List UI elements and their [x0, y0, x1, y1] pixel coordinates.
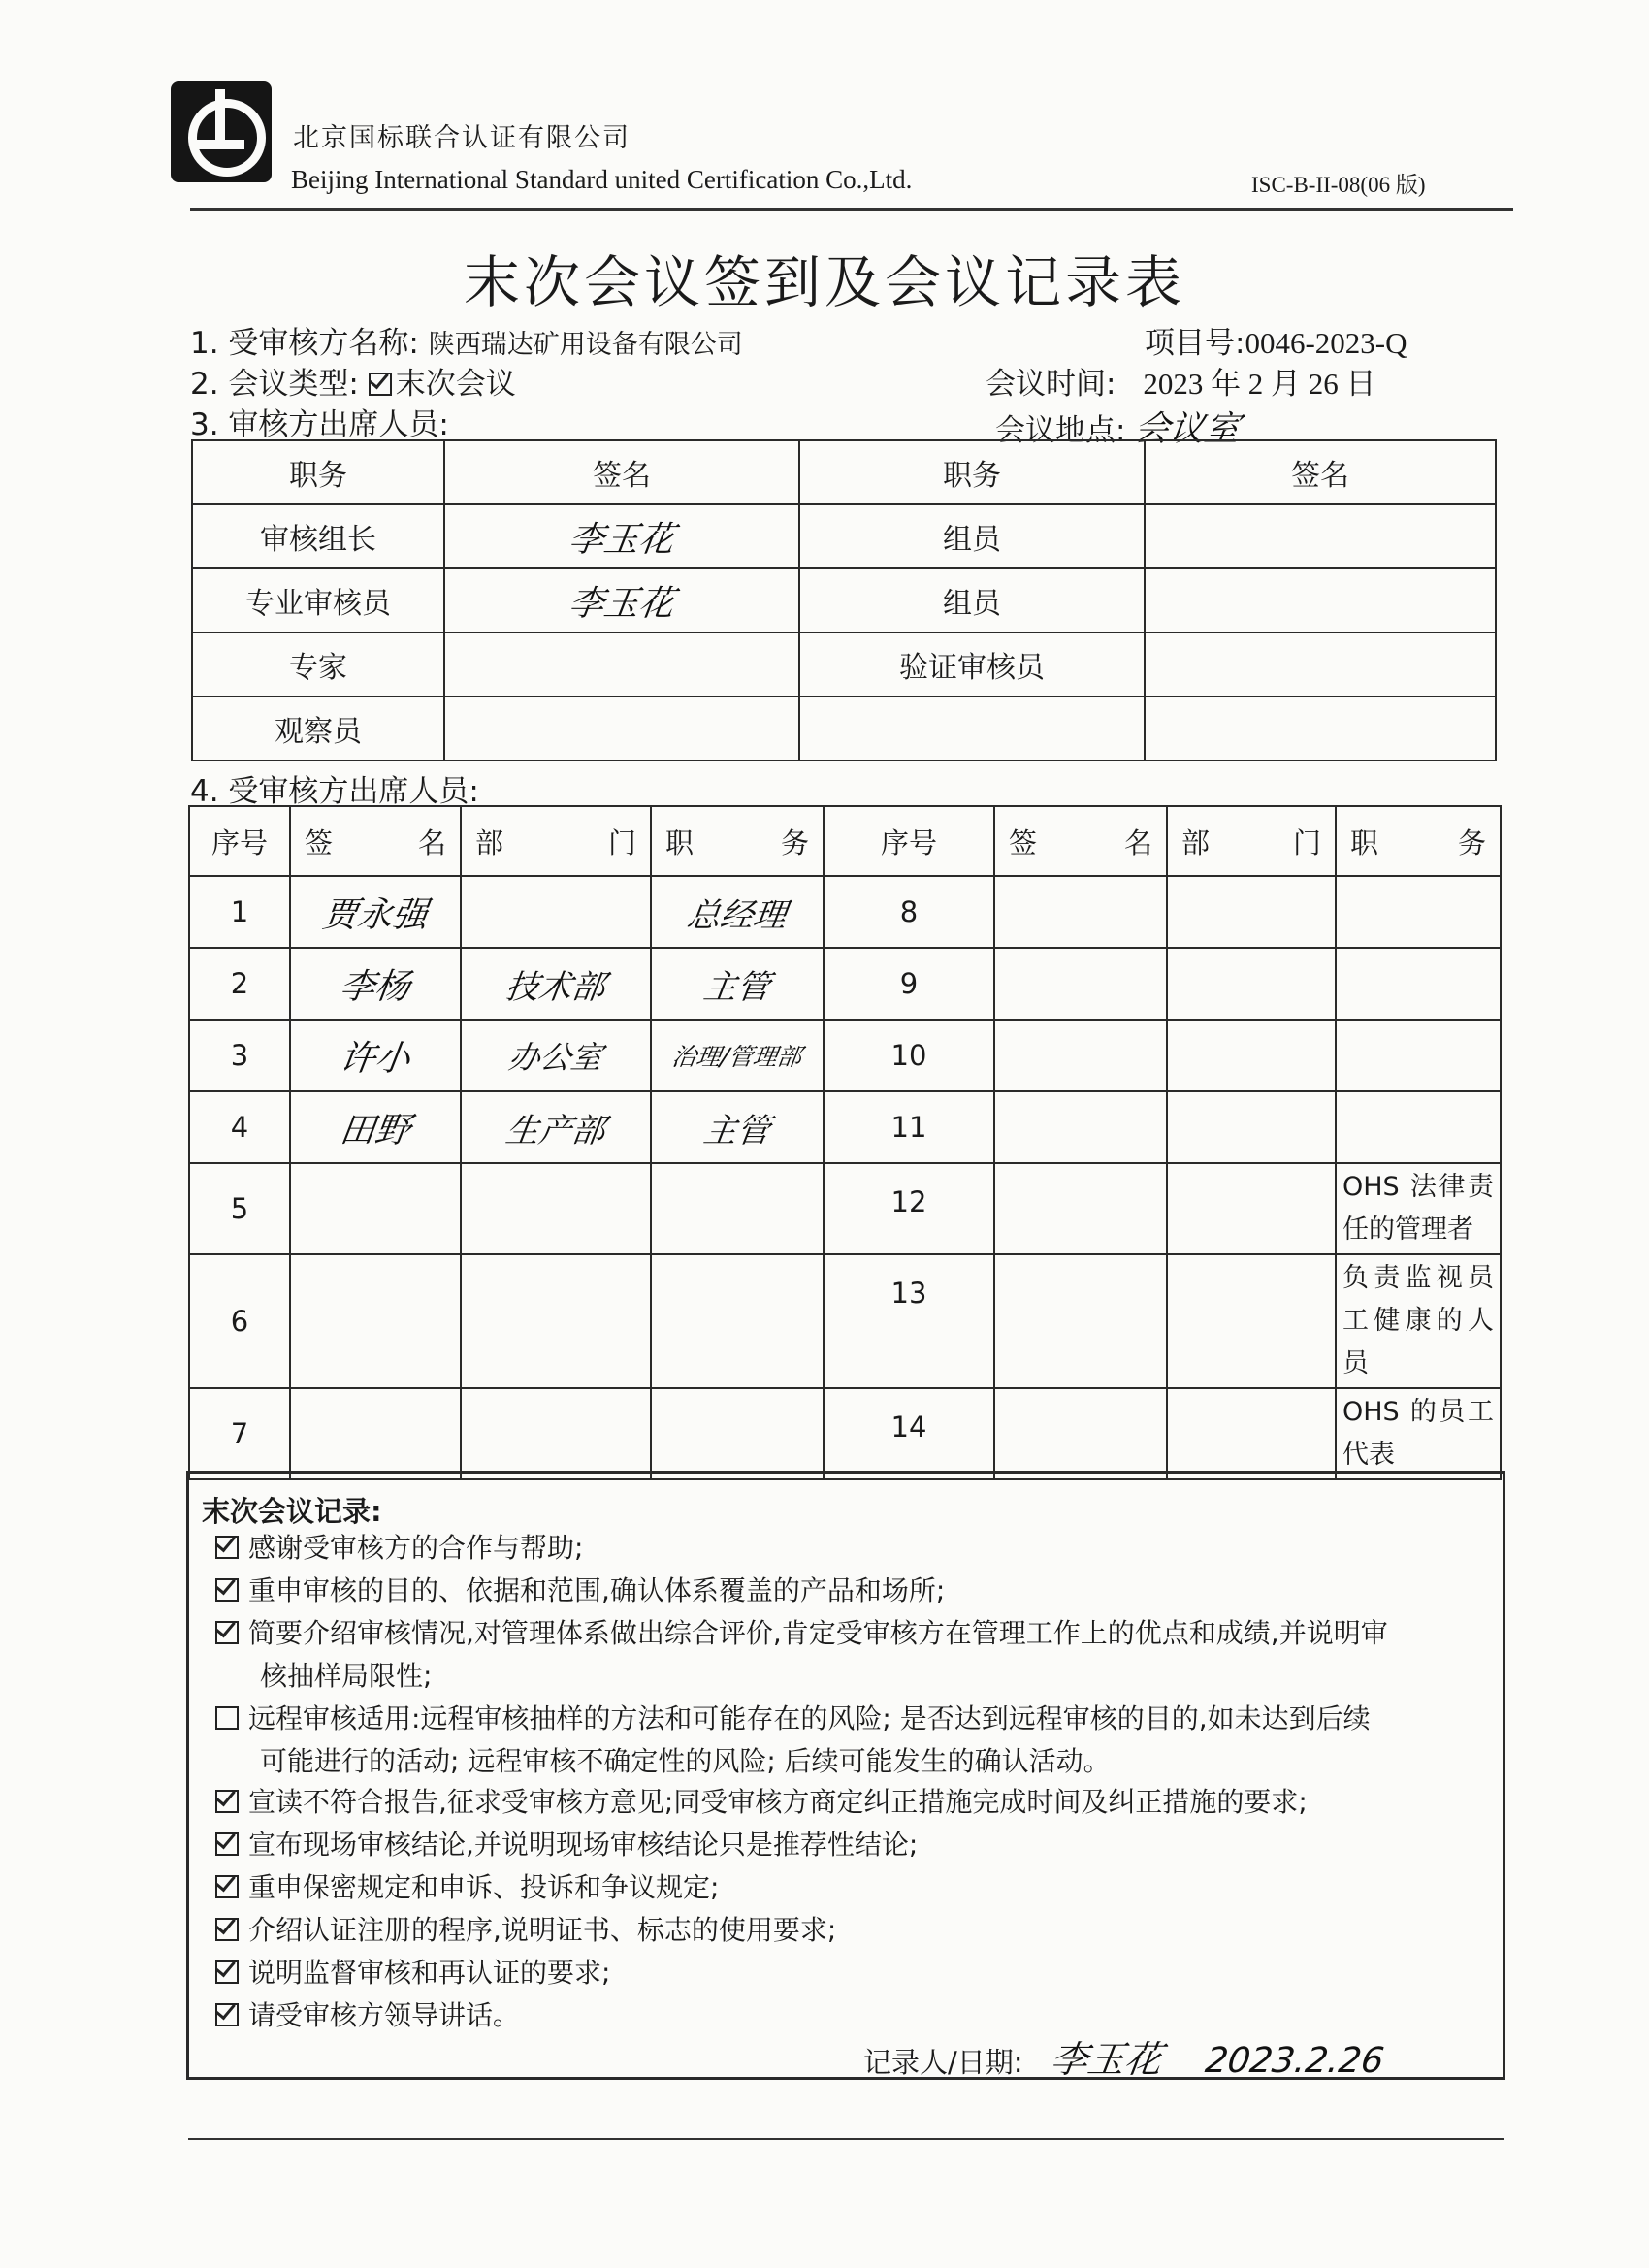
auditor-table-header — [192, 440, 1496, 504]
row-no: 1 — [189, 876, 290, 948]
signature — [290, 1254, 461, 1388]
header-no-2: 序号 — [824, 806, 994, 876]
row-no-2: 11 — [824, 1091, 994, 1163]
signature: 贾永强 — [319, 894, 431, 935]
list-item: 介绍认证注册的程序,说明证书、标志的使用要求; — [215, 1909, 1488, 1952]
signature — [290, 1163, 461, 1254]
row-no: 5 — [189, 1163, 290, 1254]
role-note: 负责监视员工健康的人员 — [1336, 1254, 1501, 1388]
department: 办公室 — [506, 1039, 605, 1076]
header-role-1: 职务 — [192, 440, 444, 504]
role-note — [1336, 1020, 1501, 1091]
meeting-record-title: 末次会议记录: — [202, 1495, 382, 1528]
table-row — [192, 568, 1496, 632]
row-no: 6 — [189, 1254, 290, 1388]
signature: 李玉花 — [566, 519, 677, 560]
company-name-en: Beijing International Standard united Certification Co.,Ltd. — [291, 165, 913, 194]
meeting-type-line — [190, 359, 516, 403]
page-title: 末次会议签到及会议记录表 — [463, 249, 1185, 315]
header-role: 职 务 — [651, 806, 824, 876]
signature — [1145, 568, 1496, 632]
footer-divider — [188, 2138, 1504, 2140]
department — [461, 1163, 651, 1254]
list-item: 重申保密规定和申诉、投诉和争议规定; — [215, 1866, 1488, 1909]
signature — [1145, 697, 1496, 761]
role-cell: 专家 — [192, 632, 444, 697]
meeting-type-value: 末次会议 — [395, 367, 516, 402]
record-checkbox[interactable] — [215, 1918, 239, 1941]
department — [461, 1388, 651, 1479]
role: 治理/管理部 — [670, 1043, 804, 1071]
header-sign-1: 签名 — [444, 440, 799, 504]
role-note — [1336, 1091, 1501, 1163]
company-name-cn: 北京国标联合认证有限公司 — [293, 123, 630, 153]
role-note — [1336, 876, 1501, 948]
signature: 李杨 — [337, 966, 413, 1007]
header-dept-2: 部 门 — [1167, 806, 1336, 876]
department: 技术部 — [502, 967, 608, 1007]
row-no: 4 — [189, 1091, 290, 1163]
row-no-2: 13 — [824, 1254, 994, 1388]
recorder-date: 2023.2.26 — [1203, 2041, 1387, 2081]
table-row — [189, 1388, 1501, 1479]
signature — [290, 1388, 461, 1479]
meeting-time-label: 会议时间: — [986, 367, 1116, 402]
list-item: 感谢受审核方的合作与帮助; — [215, 1527, 1488, 1570]
table-row — [192, 504, 1496, 568]
department: 生产部 — [502, 1111, 608, 1150]
list-item: 简要介绍审核情况,对管理体系做出综合评价,肯定受审核方在管理工作上的优点和成绩,并说明审 核抽样局限性; — [215, 1612, 1488, 1698]
header-sign-2: 签名 — [1145, 440, 1496, 504]
role-note — [1336, 948, 1501, 1020]
row-no: 7 — [189, 1388, 290, 1479]
row-no-2: 12 — [824, 1163, 994, 1254]
table-row — [189, 1020, 1501, 1091]
record-checkbox[interactable] — [215, 1960, 239, 1984]
table-row — [189, 1091, 1501, 1163]
auditee-value: 陕西瑞达矿用设备有限公司 — [428, 330, 743, 360]
project-value: 0046-2023-Q — [1245, 326, 1407, 360]
auditor-attendees-label: 3. 审核方出席人员: — [190, 407, 449, 442]
record-checkbox[interactable] — [215, 1875, 239, 1898]
form-code: ISC-B-II-08(06 版) — [1251, 173, 1426, 197]
record-checkbox[interactable] — [215, 1621, 239, 1644]
list-item: 请受审核方领导讲话。 — [215, 1994, 1488, 2037]
table-row — [189, 876, 1501, 948]
auditee-table-header — [189, 806, 1501, 876]
header-dept: 部 门 — [461, 806, 651, 876]
header-role-2: 职 务 — [1336, 806, 1501, 876]
meeting-place-value: 会议室 — [1132, 409, 1243, 449]
signature: 李玉花 — [566, 583, 677, 624]
role-cell — [799, 697, 1145, 761]
list-item: 远程审核适用:远程审核抽样的方法和可能存在的风险; 是否达到远程审核的目的,如未达到后续 可能进行的活动; 远程审核不确定性的风险; 后续可能发生的确认活动。 — [215, 1698, 1488, 1783]
recorder-line — [863, 2029, 1387, 2083]
row-no-2: 14 — [824, 1388, 994, 1479]
signature: 许小 — [337, 1038, 413, 1079]
row-no-2: 9 — [824, 948, 994, 1020]
meeting-place-label: 会议地点: — [995, 413, 1126, 448]
recorder-label: 记录人/日期: — [863, 2046, 1023, 2079]
role: 主管 — [700, 1111, 773, 1150]
auditee-table — [188, 805, 1502, 1480]
role — [651, 1254, 824, 1388]
table-row — [189, 1254, 1501, 1388]
row-no: 2 — [189, 948, 290, 1020]
header-sign: 签 名 — [290, 806, 461, 876]
table-row — [192, 632, 1496, 697]
auditee-line — [190, 318, 743, 362]
meeting-type-checkbox[interactable] — [369, 373, 392, 396]
role: 主管 — [700, 967, 773, 1007]
list-item: 说明监督审核和再认证的要求; — [215, 1952, 1488, 1994]
department — [461, 1254, 651, 1388]
row-no-2: 10 — [824, 1020, 994, 1091]
role — [651, 1388, 824, 1479]
table-row — [189, 1163, 1501, 1254]
role: 总经理 — [684, 895, 790, 935]
auditee-label: 1. 受审核方名称: — [190, 326, 419, 361]
role — [651, 1163, 824, 1254]
auditee-attendees-label: 4. 受审核方出席人员: — [190, 774, 479, 809]
table-row — [189, 948, 1501, 1020]
list-item: 宣读不符合报告,征求受审核方意见;同受审核方商定纠正措施完成时间及纠正措施的要求; — [215, 1781, 1488, 1824]
list-item: 重申审核的目的、依据和范围,确认体系覆盖的产品和场所; — [215, 1570, 1488, 1612]
meeting-type-label: 2. 会议类型: — [190, 367, 359, 402]
meeting-time-line — [986, 359, 1376, 403]
signature — [1145, 504, 1496, 568]
project-line — [1145, 318, 1407, 362]
role-cell: 组员 — [799, 568, 1145, 632]
project-label: 项目号: — [1145, 326, 1245, 361]
role-cell: 专业审核员 — [192, 568, 444, 632]
signature — [444, 697, 799, 761]
header-sign-2: 签 名 — [994, 806, 1167, 876]
record-checkbox[interactable] — [215, 1536, 239, 1559]
record-checkbox[interactable] — [215, 2003, 239, 2026]
signature — [1145, 632, 1496, 697]
role-cell: 组员 — [799, 504, 1145, 568]
signature: 田野 — [337, 1110, 413, 1150]
role-note: OHS 的员工代表 — [1336, 1388, 1501, 1479]
record-checkbox[interactable] — [215, 1832, 239, 1856]
header-role-2: 职务 — [799, 440, 1145, 504]
record-checkbox[interactable] — [215, 1790, 239, 1813]
role-cell: 验证审核员 — [799, 632, 1145, 697]
role-cell: 审核组长 — [192, 504, 444, 568]
list-item: 宣布现场审核结论,并说明现场审核结论只是推荐性结论; — [215, 1824, 1488, 1866]
meeting-time-value: 2023 年 2 月 26 日 — [1143, 367, 1376, 401]
header-divider — [190, 208, 1513, 211]
record-checkbox[interactable] — [215, 1706, 239, 1730]
table-row — [192, 697, 1496, 761]
signature — [444, 632, 799, 697]
header-no: 序号 — [189, 806, 290, 876]
role-note: OHS 法律责任的管理者 — [1336, 1163, 1501, 1254]
record-checkbox[interactable] — [215, 1578, 239, 1602]
recorder-signature: 李玉花 — [1048, 2038, 1165, 2081]
row-no-2: 8 — [824, 876, 994, 948]
auditor-table — [191, 439, 1497, 761]
row-no: 3 — [189, 1020, 290, 1091]
role-cell: 观察员 — [192, 697, 444, 761]
company-logo — [171, 81, 272, 182]
